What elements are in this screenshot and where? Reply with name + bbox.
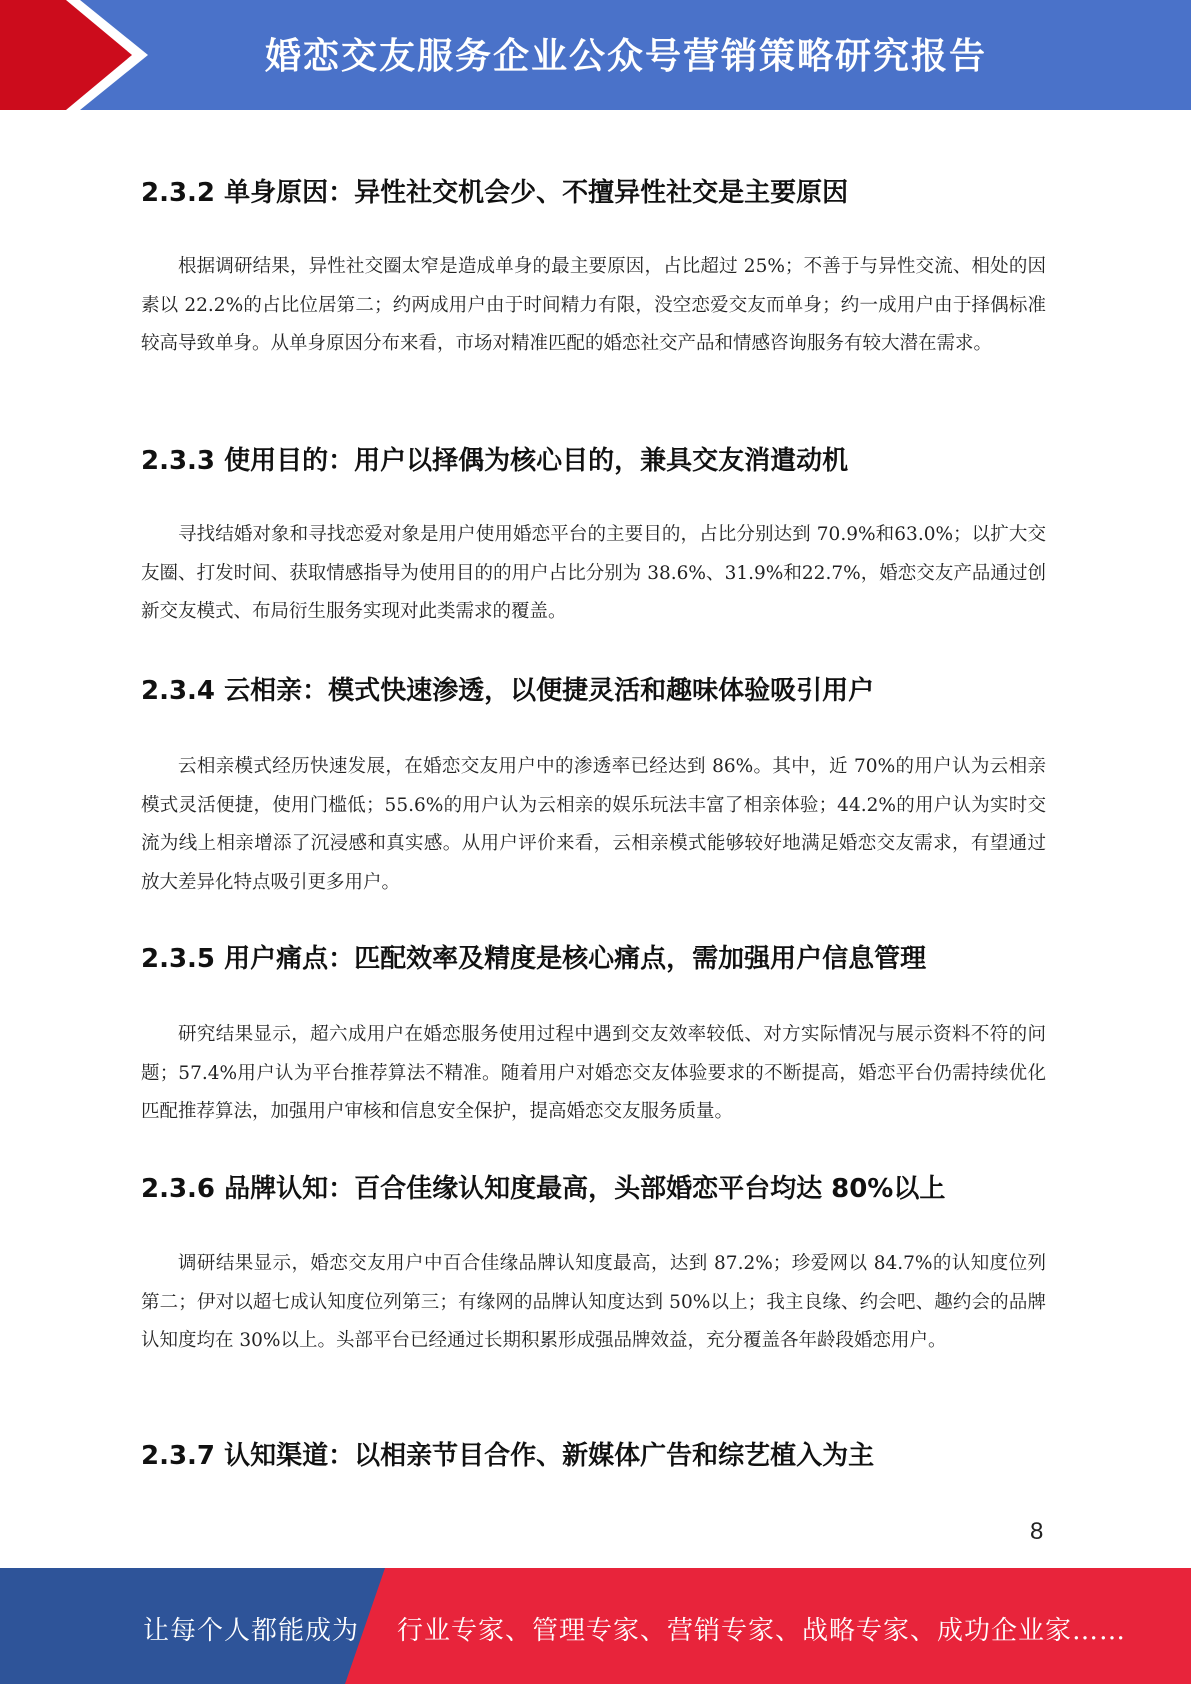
- paragraph-line: 满足婚恋交友需求，有望通过放大差异化特点吸引更多用户。: [141, 833, 1046, 893]
- paragraph-line: 为云相亲模式灵活便捷，使用门槛低；55.6%的用户认为云相亲的娱乐玩法丰富了相亲体验；44.2%: [141, 756, 1046, 816]
- section-heading: 2.3.3 使用目的：用户以择偶为核心目的，兼具交友消遣动机: [141, 446, 849, 476]
- section-heading: 2.3.6 品牌认知：百合佳缘认知度最高，头部婚恋平台均达 80%以上: [141, 1174, 946, 1204]
- paragraph-line: 云相亲模式经历快速发展，在婚恋交友用户中的渗透率已经达到 86%。其中，近 70%的用户认: [178, 756, 971, 777]
- footer-slogan-left: 让每个人都能成为: [143, 1616, 360, 1646]
- section-paragraph: [141, 1245, 1046, 1361]
- section-paragraph: [141, 748, 1046, 902]
- section-paragraph: [141, 248, 1046, 364]
- paragraph-line: 知度位列第二；伊对以超七成认知度位列第三；有缘网的品牌认知度达到 50%以上；我主良缘、约: [141, 1253, 1046, 1313]
- paragraph-line: 根据调研结果，异性社交圈太窄是造成单身的最主要原因，占比超过 25%；不善于与异性交: [178, 256, 935, 277]
- paragraph-line: 寻找结婚对象和寻找恋爱对象是用户使用婚恋平台的主要目的，占比分别达到 70.9%和: [178, 524, 895, 545]
- paragraph-line: 研究结果显示，超六成用户在婚恋服务使用过程中遇到交友效率较低、对方实际情况与展示资: [178, 1024, 952, 1045]
- section-heading: 2.3.4 云相亲：模式快速渗透，以便捷灵活和趣味体验吸引用户: [141, 676, 875, 706]
- paragraph-line: 料不符的问题；57.4%用户认为平台推荐算法不精准。随着用户对婚恋交友体验要求的不断提高，: [141, 1024, 1046, 1084]
- page-header: [0, 0, 1191, 110]
- report-title: 婚恋交友服务企业公众号营销策略研究报告: [265, 36, 988, 77]
- paragraph-line: 各年龄段婚恋用户。: [780, 1330, 947, 1351]
- paragraph-line: 的用户认为实时交流为线上相亲增添了沉浸感和真实感。从用户评价来看，云相亲模式能够较好地: [141, 794, 1046, 854]
- paragraph-line: 22.7%，婚恋交友产品通过创新交友模式、布局衍生服务实现对此类需求的覆盖。: [141, 562, 1046, 622]
- section-paragraph: [141, 1016, 1046, 1132]
- page-footer: [0, 1568, 1191, 1684]
- paragraph-line: 调研结果显示，婚恋交友用户中百合佳缘品牌认知度最高，达到 87.2%；珍爱网以 84.7%的认: [178, 1253, 971, 1274]
- section-heading: 2.3.2 单身原因：异性社交机会少、不擅异性社交是主要原因: [141, 178, 849, 208]
- section-heading: 2.3.5 用户痛点：匹配效率及精度是核心痛点，需加强用户信息管理: [141, 944, 927, 974]
- section-paragraph: [141, 516, 1046, 632]
- paragraph-line: 会吧、趣约会的品牌认知度均在 30%以上。头部平台已经通过长期积累形成强品牌效益，充分覆盖: [141, 1291, 1046, 1351]
- paragraph-line: 流、相处的因素以 22.2%的占比位居第二；约两成用户由于时间精力有限，没空恋爱交友而单身；: [141, 256, 1046, 316]
- paragraph-line: 约一成用户由于择偶标准较高导致单身。从单身原因分布来看，市场对精准匹配的婚恋社交产品和: [141, 294, 1046, 354]
- paragraph-line: 情感咨询服务有较大潜在需求。: [733, 333, 993, 354]
- section-heading: 2.3.7 认知渠道：以相亲节目合作、新媒体广告和综艺植入为主: [141, 1441, 875, 1471]
- paragraph-line: 婚恋平台仍需持续优化匹配推荐算法，加强用户审核和信息安全保护，提高婚恋交友服务质量。: [141, 1062, 1046, 1122]
- page-number: 8: [1030, 1518, 1044, 1545]
- paragraph-line: 63.0%；以扩大交友圈、打发时间、获取情感指导为使用目的的用户占比分别为 38.6%、31.9%和: [141, 524, 1046, 584]
- footer-slogan-right: 行业专家、管理专家、营销专家、战略专家、成功企业家……: [397, 1616, 1127, 1646]
